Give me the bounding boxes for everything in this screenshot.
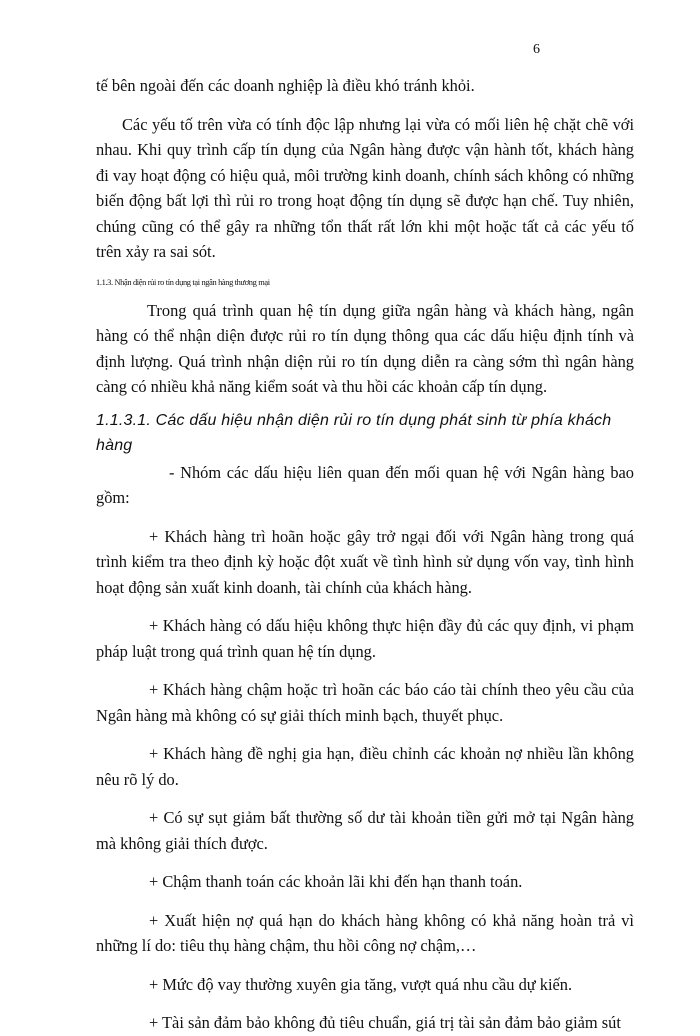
list-item: + Xuất hiện nợ quá hạn do khách hàng không có khả năng hoàn trả vì những lí do: tiêu thụ hàng chậm, thu hồi công nợ chậm,… (96, 910, 634, 955)
list-item: + Khách hàng trì hoãn hoặc gây trở ngại đối với Ngân hàng trong quá trình kiểm tra theo định kỳ hoặc đột xuất về tình hình sử dụng vốn vay, tình hình hoạt động sản xuất kinh doanh, tài chính của khách hàng. (96, 526, 634, 597)
document-body (96, 70, 634, 1036)
section-heading-1-1-3: 1.1.3. Nhận diện rủi ro tín dụng tại ngân hàng thương mại (96, 277, 270, 287)
list-item: + Mức độ vay thường xuyên gia tăng, vượt quá nhu cầu dự kiến. (149, 974, 573, 994)
list-item: + Khách hàng chậm hoặc trì hoãn các báo cáo tài chính theo yêu cầu của Ngân hàng mà không có sự giải thích minh bạch, thuyết phục. (96, 680, 634, 725)
paragraph-continuation: tế bên ngoài đến các doanh nghiệp là điều khó tránh khỏi. (96, 76, 475, 95)
page-number: 6 (533, 42, 540, 57)
list-intro: - Nhóm các dấu hiệu liên quan đến mối quan hệ với Ngân hàng bao gồm: (96, 462, 634, 507)
list-item: + Có sự sụt giảm bất thường số dư tài khoản tiền gửi mở tại Ngân hàng mà không giải thích được. (96, 808, 634, 853)
paragraph-risk-factors: Các yếu tố trên vừa có tính độc lập nhưng lại vừa có mối liên hệ chặt chẽ với nhau. Khi quy trình cấp tín dụng của Ngân hàng được vận hành tốt, khách hàng đi vay hoạt động có hiệu quả, môi trường kinh doanh, chính sách không có những biến động bất lợi thì rủi ro trong hoạt động tín dụng sẽ được hạn chế. Tuy nhiên, chúng cũng có thể gây ra những tổn thất rất lớn khi một hoặc tất cả các yếu tố trên xảy ra sai sót. (96, 114, 634, 261)
subsection-heading-1-1-3-1: 1.1.3.1. Các dấu hiệu nhận diện rủi ro tín dụng phát sinh từ phía khách hàng (96, 411, 612, 454)
list-item: + Chậm thanh toán các khoản lãi khi đến hạn thanh toán. (149, 872, 523, 891)
list-item: + Tài sản đảm bảo không đủ tiêu chuẩn, giá trị tài sản đảm bảo giảm sút (149, 1013, 621, 1032)
list-item: + Khách hàng đề nghị gia hạn, điều chỉnh các khoản nợ nhiều lần không nêu rõ lý do. (96, 744, 634, 789)
paragraph-identification: Trong quá trình quan hệ tín dụng giữa ngân hàng và khách hàng, ngân hàng có thể nhận diện được rủi ro tín dụng thông qua các dấu hiệu định tính và định lượng. Quá trình nhận diện rủi ro tín dụng diễn ra càng sớm thì ngân hàng càng có nhiều khả năng kiểm soát và thu hồi các khoản cấp tín dụng. (96, 300, 634, 396)
list-item: + Khách hàng có dấu hiệu không thực hiện đầy đủ các quy định, vi phạm pháp luật trong quá trình quan hệ tín dụng. (96, 616, 634, 661)
